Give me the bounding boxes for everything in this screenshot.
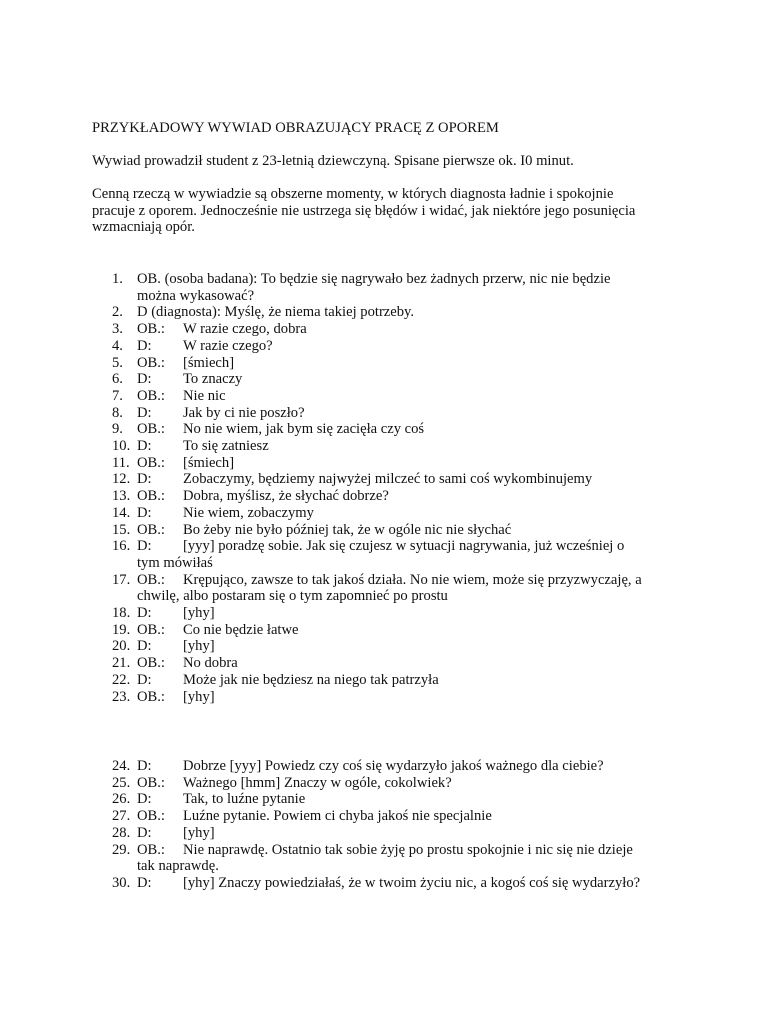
speaker-label: D: <box>137 874 152 891</box>
transcript-item <box>0 338 768 355</box>
speaker-label: D: <box>137 404 152 421</box>
item-number: 4. <box>112 337 123 354</box>
utterance-line: Zobaczymy, będziemy najwyżej milczeć to sami coś wykombinujemy <box>183 471 593 488</box>
speaker-label: OB.: <box>137 655 165 672</box>
item-number: 3. <box>112 321 123 338</box>
transcript-item <box>0 421 768 438</box>
speaker-label: D: <box>137 504 152 521</box>
utterance-line: Co nie będzie łatwe <box>183 621 299 638</box>
transcript-item <box>0 638 768 655</box>
item-number: 21. <box>112 655 131 672</box>
utterance-text <box>183 371 683 388</box>
utterance-line: To się zatniesz <box>183 438 269 455</box>
transcript-item <box>0 388 768 405</box>
speaker-label: OB.: <box>137 841 165 858</box>
item-number: 16. <box>112 538 131 555</box>
speaker-label: D: <box>137 638 152 655</box>
transcript-item <box>0 655 768 672</box>
item-number: 28. <box>112 824 131 841</box>
utterance-line: Ważnego [hmm] Znaczy w ogóle, cokolwiek? <box>183 774 452 791</box>
utterance-text <box>183 672 683 689</box>
transcript-item <box>0 825 768 842</box>
utterance-line: [śmiech] <box>183 454 235 471</box>
utterance-text <box>183 622 683 639</box>
utterance-text <box>183 388 683 405</box>
speaker-label: D: <box>137 471 152 488</box>
item-number: 9. <box>112 421 123 438</box>
utterance-line: Krępująco, zawsze to tak jakoś działa. No nie wiem, może się przyzwyczaję, a <box>183 571 642 588</box>
utterance-line: tak naprawdę. <box>137 858 219 875</box>
speaker-label: D: <box>137 438 152 455</box>
utterance-text <box>183 875 683 892</box>
item-number: 27. <box>112 808 131 825</box>
speaker-label: D: <box>137 824 152 841</box>
item-number: 14. <box>112 504 131 521</box>
item-number: 18. <box>112 605 131 622</box>
transcript-item <box>0 875 768 892</box>
utterance-line: Bo żeby nie było później tak, że w ogóle nic nie słychać <box>183 521 512 538</box>
utterance-text <box>183 522 683 539</box>
utterance-text <box>183 355 683 372</box>
utterance-text <box>183 421 683 438</box>
transcript-item <box>0 672 768 689</box>
utterance-line: [yhy] <box>183 824 215 841</box>
transcript-item <box>0 522 768 539</box>
utterance-text <box>183 488 683 505</box>
utterance-text <box>137 271 637 304</box>
utterance-line: Nie wiem, zobaczymy <box>183 504 314 521</box>
transcript-item <box>0 622 768 639</box>
item-number: 12. <box>112 471 131 488</box>
speaker-label: OB.: <box>137 521 165 538</box>
item-number: 7. <box>112 387 123 404</box>
transcript-list-part-2 <box>0 758 768 892</box>
utterance-line: [yhy] Znaczy powiedziałaś, że w twoim życiu nic, a kogoś coś się wydarzyło? <box>183 874 641 891</box>
item-number: 29. <box>112 841 131 858</box>
speaker-label: OB.: <box>137 688 165 705</box>
utterance-text <box>183 438 683 455</box>
intro-paragraph-2 <box>92 186 692 236</box>
speaker-label: OB.: <box>137 621 165 638</box>
transcript-item <box>0 791 768 808</box>
transcript-item <box>0 471 768 488</box>
intro-paragraph-1: Wywiad prowadził student z 23-letnią dziewczyną. Spisane pierwsze ok. I0 minut. <box>92 153 574 169</box>
item-number: 26. <box>112 791 131 808</box>
utterance-line: OB. (osoba badana): To będzie się nagrywało bez żadnych przerw, nic nie będzie <box>137 271 611 287</box>
utterance-text <box>137 538 683 571</box>
item-number: 25. <box>112 774 131 791</box>
transcript-item <box>0 271 768 304</box>
utterance-text <box>183 808 683 825</box>
transcript-item <box>0 438 768 455</box>
speaker-label: OB.: <box>137 387 165 404</box>
utterance-line: Luźne pytanie. Powiem ci chyba jakoś nie specjalnie <box>183 808 492 825</box>
utterance-line: D (diagnosta): Myślę, że niema takiej potrzeby. <box>137 304 415 321</box>
transcript-item <box>0 808 768 825</box>
utterance-text <box>183 825 683 842</box>
transcript-item <box>0 455 768 472</box>
speaker-label: OB.: <box>137 454 165 471</box>
utterance-line: [śmiech] <box>183 354 235 371</box>
speaker-label: OB.: <box>137 571 165 588</box>
utterance-line: [yhy] <box>183 605 215 622</box>
item-number: 2. <box>112 304 123 321</box>
intro-line: pracuje z oporem. Jednocześnie nie ustrzega się błędów i widać, jak niektóre jego posunięcia <box>92 202 636 219</box>
utterance-line: W razie czego, dobra <box>183 321 307 338</box>
item-number: 6. <box>112 371 123 388</box>
utterance-text <box>183 655 683 672</box>
intro-line: Cenną rzeczą w wywiadzie są obszerne momenty, w których diagnosta ładnie i spokojnie <box>92 186 614 202</box>
transcript-item <box>0 488 768 505</box>
utterance-text <box>183 338 683 355</box>
utterance-line: Dobrze [yyy] Powiedz czy coś się wydarzyło jakoś ważnego dla ciebie? <box>183 758 604 774</box>
transcript-item <box>0 572 768 605</box>
transcript-item <box>0 321 768 338</box>
transcript-item <box>0 505 768 522</box>
intro-line: wzmacniają opór. <box>92 219 195 236</box>
speaker-label: OB.: <box>137 808 165 825</box>
transcript-item <box>0 538 768 571</box>
transcript-item <box>0 689 768 706</box>
utterance-line: Nie nic <box>183 387 226 404</box>
utterance-line: W razie czego? <box>183 337 273 354</box>
utterance-text <box>183 791 683 808</box>
speaker-label: OB.: <box>137 354 165 371</box>
item-number: 11. <box>112 454 130 471</box>
item-number: 17. <box>112 571 131 588</box>
utterance-line: Może jak nie będziesz na niego tak patrzyła <box>183 671 439 688</box>
item-number: 30. <box>112 874 131 891</box>
transcript-item <box>0 405 768 422</box>
utterance-text <box>183 605 683 622</box>
item-number: 24. <box>112 758 131 774</box>
item-number: 10. <box>112 438 131 455</box>
item-number: 19. <box>112 621 131 638</box>
utterance-text <box>137 304 637 321</box>
utterance-line: Jak by ci nie poszło? <box>183 404 305 421</box>
utterance-line: [yyy] poradzę sobie. Jak się czujesz w sytuacji nagrywania, już wcześniej o <box>183 538 625 555</box>
item-number: 1. <box>112 271 123 287</box>
utterance-text <box>183 689 683 706</box>
transcript-item <box>0 775 768 792</box>
utterance-line: To znaczy <box>183 371 243 388</box>
utterance-text <box>137 841 683 875</box>
utterance-line: No nie wiem, jak bym się zacięła czy coś <box>183 421 425 438</box>
speaker-label: D: <box>137 671 152 688</box>
utterance-line: Tak, to luźne pytanie <box>183 791 306 808</box>
utterance-line: Nie naprawdę. Ostatnio tak sobie żyję po prostu spokojnie i nic się nie dzieje <box>183 841 633 858</box>
utterance-line: można wykasować? <box>137 287 255 304</box>
utterance-text <box>183 405 683 422</box>
transcript-item <box>0 842 768 875</box>
item-number: 13. <box>112 488 131 505</box>
utterance-line: Dobra, myślisz, że słychać dobrze? <box>183 488 389 505</box>
item-number: 15. <box>112 521 131 538</box>
item-number: 8. <box>112 404 123 421</box>
speaker-label: OB.: <box>137 774 165 791</box>
utterance-text <box>183 321 683 338</box>
utterance-text <box>183 758 683 775</box>
item-number: 5. <box>112 354 123 371</box>
item-number: 20. <box>112 638 131 655</box>
utterance-text <box>183 455 683 472</box>
transcript-item <box>0 605 768 622</box>
speaker-label: OB.: <box>137 421 165 438</box>
utterance-text <box>183 505 683 522</box>
utterance-text <box>183 775 683 792</box>
speaker-label: OB.: <box>137 488 165 505</box>
item-number: 23. <box>112 688 131 705</box>
utterance-line: tym mówiłaś <box>137 554 213 571</box>
utterance-line: chwilę, albo postaram się o tym zapomnieć po prostu <box>137 588 448 605</box>
document-title: PRZYKŁADOWY WYWIAD OBRAZUJĄCY PRACĘ Z OPOREM <box>92 120 499 136</box>
speaker-label: D: <box>137 758 152 774</box>
transcript-item <box>0 355 768 372</box>
speaker-label: D: <box>137 791 152 808</box>
utterance-line: [yhy] <box>183 638 215 655</box>
utterance-text <box>183 638 683 655</box>
utterance-text <box>183 471 683 488</box>
speaker-label: OB.: <box>137 321 165 338</box>
utterance-line: [yhy] <box>183 688 215 705</box>
speaker-label: D: <box>137 337 152 354</box>
transcript-item <box>0 758 768 775</box>
utterance-line: No dobra <box>183 655 238 672</box>
transcript-item <box>0 371 768 388</box>
speaker-label: D: <box>137 371 152 388</box>
item-number: 22. <box>112 671 131 688</box>
speaker-label: D: <box>137 605 152 622</box>
transcript-list-part-1 <box>0 271 768 705</box>
speaker-label: D: <box>137 538 152 555</box>
transcript-item <box>0 304 768 321</box>
